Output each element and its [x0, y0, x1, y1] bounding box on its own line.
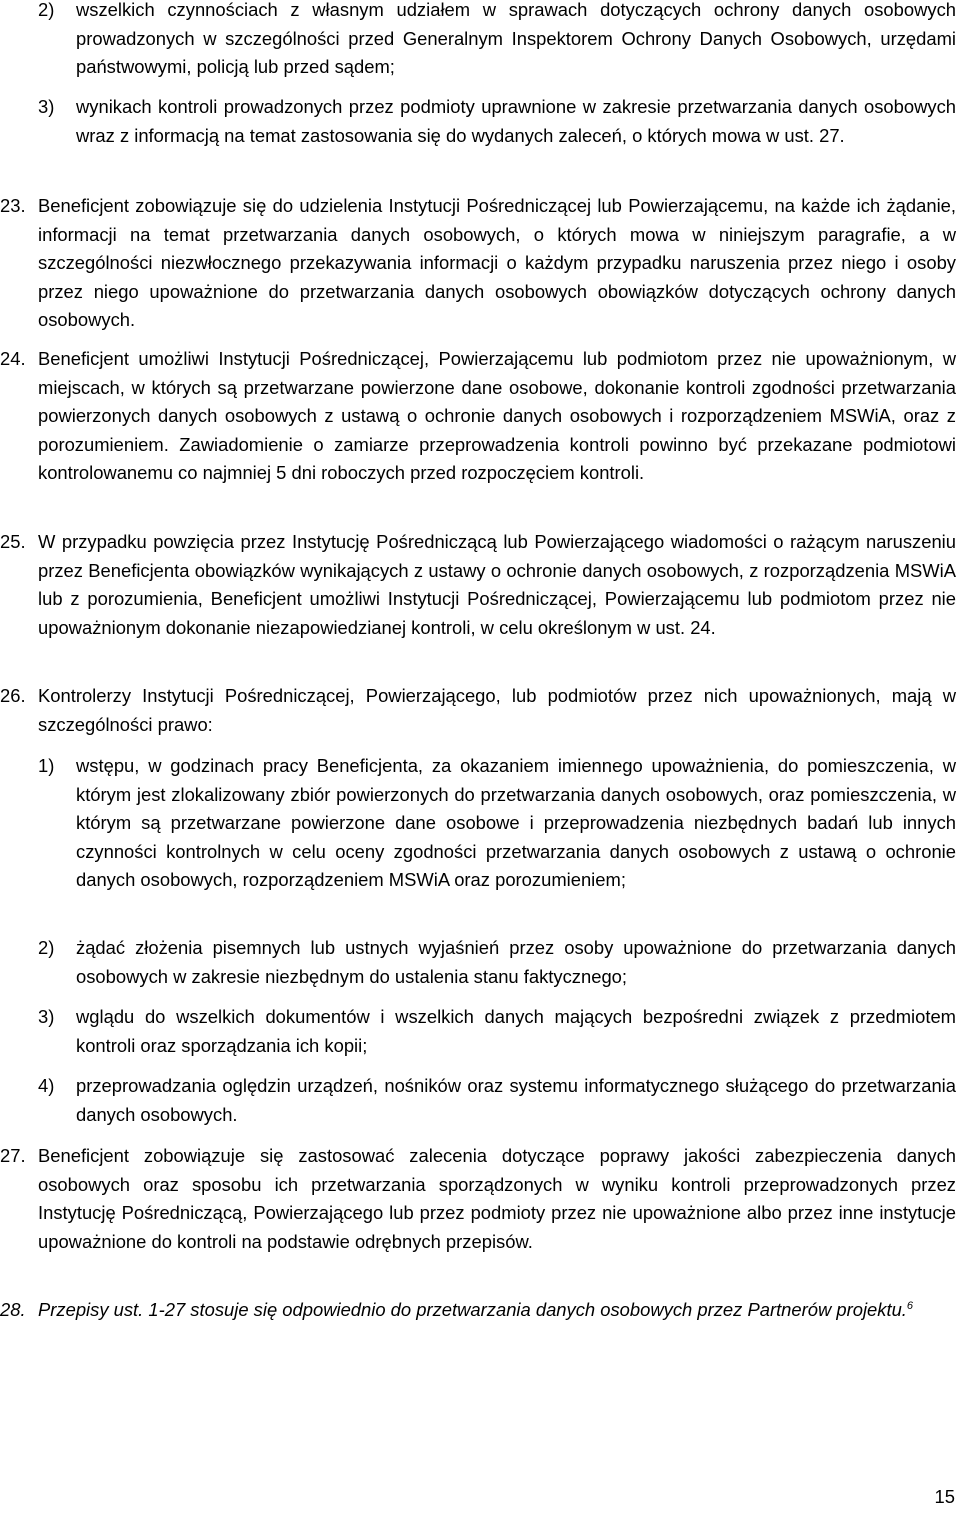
section-text: Beneficjent zobowiązuje się do udzielenia Instytucji Pośredniczącej lub Powierzającemu, na każde ich żądanie, informacji na temat przetwarzania danych osobowych, o których mowa w niniejszym paragrafie, a w szczególności niezwłocznego przekazywania informacji o każdym przypadku naruszenia przez niego i osoby przez niego upoważnione do przetwarzania danych osobowych obowiązków dotyczących ochrony danych osobowych. — [38, 195, 956, 330]
list-item-label: 3) — [38, 96, 55, 117]
section-28 — [0, 1296, 956, 1325]
list-item-label: 4) — [38, 1075, 55, 1096]
section-23 — [0, 192, 956, 335]
list-item-text: wszelkich czynnościach z własnym udziałem w sprawach dotyczących ochrony danych osobowych prowadzonych w szczególności przed Generalnym Inspektorem Ochrony Danych Osobowych, urzędami państwowymi, policją lub przed sądem; — [76, 0, 956, 77]
list-item-label: 2) — [38, 937, 55, 958]
list-item — [38, 934, 956, 991]
list-item-label: 3) — [38, 1006, 55, 1027]
list-item-text: wstępu, w godzinach pracy Beneficjenta, za okazaniem imiennego upoważnienia, do pomieszczenia, w którym jest zlokalizowany zbiór powierzonych do przetwarzania danych osobowych, oraz pomieszczenia, w którym są przetwarzane powierzone dane osobowe i przeprowadzenia niezbędnych badań lub innych czynności kontrolnych w celu oceny zgodności przetwarzania danych osobowych z ustawą o ochronie danych osobowych, rozporządzeniem MSWiA oraz porozumieniem; — [76, 755, 956, 890]
section-number: 23. — [0, 195, 26, 216]
section-number: 28. — [0, 1299, 26, 1320]
section-number: 24. — [0, 348, 26, 369]
list-item — [38, 1072, 956, 1129]
list-item — [38, 93, 956, 150]
section-number: 27. — [0, 1145, 26, 1166]
list-item-text: wynikach kontroli prowadzonych przez podmioty uprawnione w zakresie przetwarzania danych osobowych wraz z informacją na temat zastosowania się do wydanych zaleceń, o których mowa w ust. 27. — [76, 96, 956, 146]
section-text: W przypadku powzięcia przez Instytucję Pośredniczącą lub Powierzającego wiadomości o rażącym naruszeniu przez Beneficjenta obowiązków wynikających z ustawy o ochronie danych osobowych, z rozporządzenia MSWiA lub z porozumienia, Beneficjent umożliwi Instytucji Pośredniczącej, Powierzającemu lub podmiotom przez nie upoważnionym dokonanie niezapowiedzianej kontroli, w celu określonym w ust. 24. — [38, 531, 956, 638]
list-item — [38, 752, 956, 895]
section-text — [38, 1296, 956, 1325]
footnote-reference: 6 — [906, 1299, 914, 1312]
section-text: Beneficjent zobowiązuje się zastosować zalecenia dotyczące poprawy jakości zabezpieczenia danych osobowych oraz sposobu ich przetwarzania sporządzonych w wyniku kontroli przeprowadzonych przez Instytucję Pośredniczącą, Powierzającego lub przez podmioty przez nie upoważnione albo przez inne instytucje upoważnione do kontroli na podstawie odrębnych przepisów. — [38, 1145, 956, 1252]
section-text: Kontrolerzy Instytucji Pośredniczącej, Powierzającego, lub podmiotów przez nich upoważnionych, mają w szczególności prawo: — [38, 685, 956, 735]
list-item-label: 1) — [38, 755, 55, 776]
section-27 — [0, 1142, 956, 1256]
section-text-body: Przepisy ust. 1-27 stosuje się odpowiednio do przetwarzania danych osobowych przez Partnerów projektu. — [38, 1299, 907, 1320]
section-text: Beneficjent umożliwi Instytucji Pośredniczącej, Powierzającemu lub podmiotom przez nie upoważnionym, w miejscach, w których są przetwarzane powierzone dane osobowe, dokonanie kontroli zgodności przetwarzania powierzonych danych osobowych z ustawą o ochronie danych osobowych i rozporządzeniem MSWiA, oraz z porozumieniem. Zawiadomienie o zamiarze przeprowadzenia kontroli powinno być przekazane podmiotowi kontrolowanemu co najmniej 5 dni roboczych przed rozpoczęciem kontroli. — [38, 348, 956, 483]
list-item-label: 2) — [38, 0, 55, 20]
section-number: 25. — [0, 531, 26, 552]
list-item — [38, 0, 956, 82]
list-item-text: wglądu do wszelkich dokumentów i wszelkich danych mających bezpośredni związek z przedmiotem kontroli oraz sporządzania ich kopii; — [76, 1006, 956, 1056]
list-item-text: przeprowadzania oględzin urządzeń, nośników oraz systemu informatycznego służącego do przetwarzania danych osobowych. — [76, 1075, 956, 1125]
list-item — [38, 1003, 956, 1060]
page-number: 15 — [934, 1486, 955, 1507]
section-25 — [0, 528, 956, 642]
list-item-text: żądać złożenia pisemnych lub ustnych wyjaśnień przez osoby upoważnione do przetwarzania danych osobowych w zakresie niezbędnym do ustalenia stanu faktycznego; — [76, 937, 956, 987]
section-24 — [0, 345, 956, 488]
section-26 — [0, 682, 956, 739]
section-number: 26. — [0, 685, 26, 706]
